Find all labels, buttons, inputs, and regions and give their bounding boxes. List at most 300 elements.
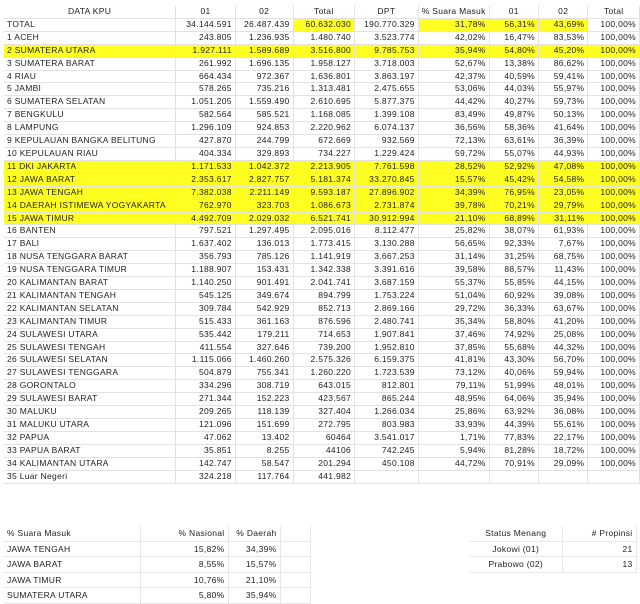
cell-v02[interactable]: 924.853 (235, 122, 293, 135)
cell-v02[interactable]: 2.827.757 (235, 173, 293, 186)
cell-dpt[interactable]: 2.731.874 (355, 199, 419, 212)
cell-ptotal[interactable]: 100,00% (588, 147, 640, 160)
cell-masuk[interactable]: 35,34% (418, 315, 489, 328)
header-02[interactable]: 02 (235, 6, 293, 18)
cell-v02[interactable]: 1.559.490 (235, 96, 293, 109)
cell-v01[interactable]: 545.125 (176, 289, 236, 302)
cell-v01[interactable]: 35.851 (176, 444, 236, 457)
cell-v02[interactable]: 1.042.372 (235, 160, 293, 173)
cell-dpt[interactable]: 33.270.845 (355, 173, 419, 186)
cell-masuk[interactable]: 72,13% (418, 135, 489, 148)
cell-p02[interactable]: 59,94% (539, 367, 588, 380)
cell-v01[interactable]: 515.433 (176, 315, 236, 328)
cell-ptotal[interactable]: 100,00% (588, 212, 640, 225)
cell-ptotal[interactable]: 100,00% (588, 406, 640, 419)
cell-total[interactable]: 441.982 (293, 470, 355, 483)
cell-ptotal[interactable]: 100,00% (588, 173, 640, 186)
cell-masuk[interactable]: 37,46% (418, 328, 489, 341)
cell-v02[interactable]: 1.460.260 (235, 354, 293, 367)
cell-dpt[interactable] (355, 470, 419, 483)
header-p02[interactable]: 02 (539, 6, 588, 18)
cell-p01[interactable]: 92,33% (489, 238, 538, 251)
cell-p02[interactable]: 86,62% (539, 57, 588, 70)
cell-p01[interactable]: 63,92% (489, 406, 538, 419)
cell-masuk[interactable]: 59,72% (418, 147, 489, 160)
cell-p02[interactable]: 29,79% (539, 199, 588, 212)
cell-total[interactable]: 2.041.741 (293, 277, 355, 290)
cell-label[interactable]: 15 JAWA TIMUR (4, 212, 176, 225)
cell-p01[interactable]: 70,21% (489, 199, 538, 212)
cell-p01[interactable]: 40,59% (489, 70, 538, 83)
cell-dpt[interactable]: 3.687.159 (355, 277, 419, 290)
summary-cell-nasional[interactable]: 8,55% (140, 557, 228, 573)
cell-v02[interactable]: 972.367 (235, 70, 293, 83)
status-header-count[interactable]: # Propinsi (562, 526, 636, 541)
cell-masuk[interactable]: 34,39% (418, 186, 489, 199)
cell-dpt[interactable]: 3.130.288 (355, 238, 419, 251)
status-cell-label[interactable]: Prabowo (02) (470, 557, 562, 573)
cell-v01[interactable]: 797.521 (176, 225, 236, 238)
cell-p01[interactable] (489, 470, 538, 483)
header-dpt[interactable]: DPT (355, 6, 419, 18)
cell-total[interactable]: 894.799 (293, 289, 355, 302)
summary-header-nasional[interactable]: % Nasional (140, 526, 228, 541)
cell-label[interactable]: 33 PAPUA BARAT (4, 444, 176, 457)
summary-header-daerah[interactable]: % Daerah (228, 526, 280, 541)
cell-p01[interactable]: 70,91% (489, 457, 538, 470)
cell-v02[interactable]: 2.029.032 (235, 212, 293, 225)
header-suara-masuk[interactable]: % Suara Masuk (418, 6, 489, 18)
cell-dpt[interactable]: 1.266.034 (355, 406, 419, 419)
summary-cell-label[interactable]: JAWA TENGAH (4, 541, 140, 557)
cell-p02[interactable]: 48,01% (539, 380, 588, 393)
cell-label[interactable]: 28 GORONTALO (4, 380, 176, 393)
cell-p02[interactable]: 56,70% (539, 354, 588, 367)
cell-label[interactable]: 27 SULAWESI TENGGARA (4, 367, 176, 380)
cell-total[interactable]: 852.713 (293, 302, 355, 315)
cell-ptotal[interactable]: 100,00% (588, 251, 640, 264)
cell-p01[interactable]: 81,28% (489, 444, 538, 457)
cell-label[interactable]: 26 SULAWESI SELATAN (4, 354, 176, 367)
cell-v02[interactable]: 349.674 (235, 289, 293, 302)
cell-label[interactable]: 19 NUSA TENGGARA TIMUR (4, 264, 176, 277)
cell-masuk[interactable]: 83,49% (418, 109, 489, 122)
cell-dpt[interactable]: 803.983 (355, 419, 419, 432)
cell-masuk[interactable]: 1,71% (418, 431, 489, 444)
cell-v01[interactable]: 1.051.205 (176, 96, 236, 109)
cell-p01[interactable]: 88,57% (489, 264, 538, 277)
cell-ptotal[interactable]: 100,00% (588, 328, 640, 341)
cell-total[interactable]: 2.095.016 (293, 225, 355, 238)
cell-masuk[interactable]: 41,81% (418, 354, 489, 367)
cell-ptotal[interactable]: 100,00% (588, 135, 640, 148)
cell-label[interactable]: 32 PAPUA (4, 431, 176, 444)
total-label[interactable]: TOTAL (4, 18, 176, 31)
cell-v02[interactable]: 1.589.689 (235, 44, 293, 57)
cell-ptotal[interactable]: 100,00% (588, 289, 640, 302)
cell-v02[interactable]: 1.297.495 (235, 225, 293, 238)
cell-ptotal[interactable]: 100,00% (588, 199, 640, 212)
cell-p01[interactable]: 74,92% (489, 328, 538, 341)
cell-total[interactable]: 1.342.338 (293, 264, 355, 277)
cell-p01[interactable]: 60,92% (489, 289, 538, 302)
cell-p02[interactable]: 36,39% (539, 135, 588, 148)
cell-v01[interactable]: 4.492.709 (176, 212, 236, 225)
cell-masuk[interactable]: 53,06% (418, 83, 489, 96)
cell-dpt[interactable]: 3.541.017 (355, 431, 419, 444)
cell-p01[interactable]: 45,42% (489, 173, 538, 186)
cell-v02[interactable]: 151.699 (235, 419, 293, 432)
cell-dpt[interactable]: 2.869.166 (355, 302, 419, 315)
cell-dpt[interactable]: 5.877.375 (355, 96, 419, 109)
summary-cell-label[interactable]: JAWA TIMUR (4, 572, 140, 588)
cell-dpt[interactable]: 27.896.902 (355, 186, 419, 199)
status-cell-label[interactable]: Jokowi (01) (470, 541, 562, 557)
cell-label[interactable]: 14 DAERAH ISTIMEWA YOGYAKARTA (4, 199, 176, 212)
cell-total[interactable]: 1.773.415 (293, 238, 355, 251)
cell-v01[interactable]: 142.747 (176, 457, 236, 470)
cell-p02[interactable]: 22,17% (539, 431, 588, 444)
cell-masuk[interactable]: 29,72% (418, 302, 489, 315)
cell-p02[interactable]: 55,61% (539, 419, 588, 432)
cell-p01[interactable]: 36,33% (489, 302, 538, 315)
cell-v02[interactable]: 327.646 (235, 341, 293, 354)
cell-label[interactable]: 22 KALIMANTAN SELATAN (4, 302, 176, 315)
cell-ptotal[interactable]: 100,00% (588, 302, 640, 315)
cell-dpt[interactable]: 3.391.616 (355, 264, 419, 277)
cell-masuk[interactable]: 79,11% (418, 380, 489, 393)
summary-cell-daerah[interactable]: 21,10% (228, 572, 280, 588)
cell-masuk[interactable]: 5,94% (418, 444, 489, 457)
cell-ptotal[interactable]: 100,00% (588, 96, 640, 109)
cell-p01[interactable]: 44,39% (489, 419, 538, 432)
cell-label[interactable]: 20 KALIMANTAN BARAT (4, 277, 176, 290)
cell-v01[interactable]: 411.554 (176, 341, 236, 354)
cell-p01[interactable]: 40,06% (489, 367, 538, 380)
cell-total[interactable]: 327.404 (293, 406, 355, 419)
cell-total[interactable]: 672.669 (293, 135, 355, 148)
cell-masuk[interactable]: 33,93% (418, 419, 489, 432)
cell-label[interactable]: 2 SUMATERA UTARA (4, 44, 176, 57)
cell-total[interactable]: 6.521.741 (293, 212, 355, 225)
cell-p01[interactable]: 55,07% (489, 147, 538, 160)
cell-p02[interactable]: 50,13% (539, 109, 588, 122)
cell-ptotal[interactable]: 100,00% (588, 341, 640, 354)
total-dpt[interactable]: 190.770.329 (355, 18, 419, 31)
cell-v01[interactable]: 404.334 (176, 147, 236, 160)
summary-cell-nasional[interactable]: 10,76% (140, 572, 228, 588)
cell-masuk[interactable]: 44,72% (418, 457, 489, 470)
cell-total[interactable]: 3.516.800 (293, 44, 355, 57)
cell-dpt[interactable]: 742.245 (355, 444, 419, 457)
cell-ptotal[interactable]: 100,00% (588, 186, 640, 199)
cell-total[interactable]: 2.220.962 (293, 122, 355, 135)
cell-dpt[interactable]: 865.244 (355, 393, 419, 406)
cell-ptotal[interactable]: 100,00% (588, 380, 640, 393)
cell-p02[interactable]: 44,15% (539, 277, 588, 290)
header-data-kpu[interactable]: DATA KPU (4, 6, 176, 18)
cell-v01[interactable]: 334.296 (176, 380, 236, 393)
cell-ptotal[interactable]: 100,00% (588, 457, 640, 470)
cell-p01[interactable]: 55,85% (489, 277, 538, 290)
cell-label[interactable]: 35 Luar Negeri (4, 470, 176, 483)
header-ptotal[interactable]: Total (588, 6, 640, 18)
cell-p02[interactable]: 29,09% (539, 457, 588, 470)
cell-dpt[interactable]: 1.952.810 (355, 341, 419, 354)
cell-label[interactable]: 17 BALI (4, 238, 176, 251)
cell-v02[interactable]: 13.402 (235, 431, 293, 444)
cell-label[interactable]: 16 BANTEN (4, 225, 176, 238)
cell-p01[interactable]: 63,61% (489, 135, 538, 148)
cell-v01[interactable]: 356.793 (176, 251, 236, 264)
cell-p02[interactable]: 39,08% (539, 289, 588, 302)
cell-ptotal[interactable]: 100,00% (588, 354, 640, 367)
cell-label[interactable]: 4 RIAU (4, 70, 176, 83)
cell-v01[interactable]: 504.879 (176, 367, 236, 380)
cell-dpt[interactable]: 3.718.003 (355, 57, 419, 70)
cell-v02[interactable]: 1.236.935 (235, 31, 293, 44)
cell-dpt[interactable]: 450.108 (355, 457, 419, 470)
cell-label[interactable]: 6 SUMATERA SELATAN (4, 96, 176, 109)
cell-v02[interactable]: 901.491 (235, 277, 293, 290)
cell-total[interactable]: 272.795 (293, 419, 355, 432)
cell-ptotal[interactable]: 100,00% (588, 393, 640, 406)
cell-v01[interactable]: 1.140.250 (176, 277, 236, 290)
cell-p01[interactable]: 38,07% (489, 225, 538, 238)
summary-cell-daerah[interactable]: 34,39% (228, 541, 280, 557)
summary-header-label[interactable]: % Suara Masuk (4, 526, 140, 541)
total-p01[interactable]: 56,31% (489, 18, 538, 31)
cell-v01[interactable]: 664.434 (176, 70, 236, 83)
cell-p02[interactable]: 59,41% (539, 70, 588, 83)
cell-p02[interactable]: 23,05% (539, 186, 588, 199)
cell-v01[interactable]: 578.265 (176, 83, 236, 96)
cell-dpt[interactable]: 9.785.753 (355, 44, 419, 57)
cell-p01[interactable]: 58,36% (489, 122, 538, 135)
cell-masuk[interactable]: 73,12% (418, 367, 489, 380)
cell-p01[interactable]: 49,87% (489, 109, 538, 122)
cell-p02[interactable]: 18,72% (539, 444, 588, 457)
cell-v02[interactable]: 2.211.149 (235, 186, 293, 199)
cell-label[interactable]: 13 JAWA TENGAH (4, 186, 176, 199)
cell-p02[interactable]: 68,75% (539, 251, 588, 264)
cell-label[interactable]: 23 KALIMANTAN TIMUR (4, 315, 176, 328)
cell-total[interactable]: 1.636.801 (293, 70, 355, 83)
cell-v01[interactable]: 1.927.111 (176, 44, 236, 57)
cell-label[interactable]: 1 ACEH (4, 31, 176, 44)
cell-dpt[interactable]: 1.399.108 (355, 109, 419, 122)
cell-p01[interactable]: 68,89% (489, 212, 538, 225)
cell-p01[interactable]: 77,83% (489, 431, 538, 444)
cell-masuk[interactable]: 28,52% (418, 160, 489, 173)
cell-v01[interactable]: 309.784 (176, 302, 236, 315)
cell-p02[interactable]: 47,08% (539, 160, 588, 173)
cell-dpt[interactable]: 2.475.655 (355, 83, 419, 96)
cell-v02[interactable]: 244.799 (235, 135, 293, 148)
cell-total[interactable]: 1.480.740 (293, 31, 355, 44)
cell-p02[interactable]: 83,53% (539, 31, 588, 44)
cell-dpt[interactable]: 3.863.197 (355, 70, 419, 83)
cell-p01[interactable]: 76,95% (489, 186, 538, 199)
cell-total[interactable]: 1.958.127 (293, 57, 355, 70)
summary-cell-daerah[interactable]: 15,57% (228, 557, 280, 573)
cell-v01[interactable]: 271.344 (176, 393, 236, 406)
cell-v02[interactable]: 153.431 (235, 264, 293, 277)
cell-v01[interactable]: 209.265 (176, 406, 236, 419)
total-p02[interactable]: 43,69% (539, 18, 588, 31)
cell-ptotal[interactable]: 100,00% (588, 109, 640, 122)
cell-label[interactable]: 24 SULAWESI UTARA (4, 328, 176, 341)
cell-v02[interactable]: 323.703 (235, 199, 293, 212)
cell-dpt[interactable]: 30.912.994 (355, 212, 419, 225)
cell-ptotal[interactable]: 100,00% (588, 31, 640, 44)
cell-ptotal[interactable]: 100,00% (588, 44, 640, 57)
cell-masuk[interactable]: 15,57% (418, 173, 489, 186)
cell-dpt[interactable]: 932.569 (355, 135, 419, 148)
cell-label[interactable]: 7 BENGKULU (4, 109, 176, 122)
cell-total[interactable]: 423.567 (293, 393, 355, 406)
cell-v02[interactable]: 8.255 (235, 444, 293, 457)
status-cell-count[interactable]: 13 (562, 557, 636, 573)
status-cell-count[interactable]: 21 (562, 541, 636, 557)
header-01[interactable]: 01 (176, 6, 236, 18)
cell-p01[interactable]: 52,92% (489, 160, 538, 173)
cell-masuk[interactable]: 44,42% (418, 96, 489, 109)
cell-dpt[interactable]: 1.723.539 (355, 367, 419, 380)
cell-p02[interactable]: 44,32% (539, 341, 588, 354)
cell-p01[interactable]: 54,80% (489, 44, 538, 57)
header-p01[interactable]: 01 (489, 6, 538, 18)
cell-total[interactable]: 1.168.085 (293, 109, 355, 122)
cell-p02[interactable]: 55,97% (539, 83, 588, 96)
cell-v01[interactable]: 1.115.066 (176, 354, 236, 367)
cell-ptotal[interactable]: 100,00% (588, 264, 640, 277)
cell-ptotal[interactable]: 100,00% (588, 225, 640, 238)
header-total[interactable]: Total (293, 6, 355, 18)
cell-ptotal[interactable]: 100,00% (588, 315, 640, 328)
cell-p01[interactable]: 43,30% (489, 354, 538, 367)
cell-p01[interactable]: 64,06% (489, 393, 538, 406)
cell-v01[interactable]: 7.382.038 (176, 186, 236, 199)
cell-v01[interactable]: 121.096 (176, 419, 236, 432)
cell-total[interactable]: 876.596 (293, 315, 355, 328)
cell-v02[interactable]: 118.139 (235, 406, 293, 419)
cell-v01[interactable]: 582.564 (176, 109, 236, 122)
cell-v01[interactable]: 2.353.617 (176, 173, 236, 186)
cell-masuk[interactable]: 25,82% (418, 225, 489, 238)
cell-label[interactable]: 25 SULAWESI TENGAH (4, 341, 176, 354)
status-header-label[interactable]: Status Menang (470, 526, 562, 541)
cell-dpt[interactable]: 1.229.424 (355, 147, 419, 160)
cell-dpt[interactable]: 3.523.774 (355, 31, 419, 44)
cell-total[interactable]: 1.313.481 (293, 83, 355, 96)
cell-label[interactable]: 21 KALIMANTAN TENGAH (4, 289, 176, 302)
cell-p01[interactable]: 58,80% (489, 315, 538, 328)
cell-label[interactable]: 5 JAMBI (4, 83, 176, 96)
cell-total[interactable]: 5.181.374 (293, 173, 355, 186)
cell-p01[interactable]: 31,25% (489, 251, 538, 264)
cell-v01[interactable]: 1.637.402 (176, 238, 236, 251)
cell-masuk[interactable]: 39,58% (418, 264, 489, 277)
cell-ptotal[interactable]: 100,00% (588, 83, 640, 96)
cell-ptotal[interactable]: 100,00% (588, 57, 640, 70)
cell-v01[interactable]: 1.296.109 (176, 122, 236, 135)
cell-ptotal[interactable]: 100,00% (588, 122, 640, 135)
cell-label[interactable]: 3 SUMATERA BARAT (4, 57, 176, 70)
cell-label[interactable]: 31 MALUKU UTARA (4, 419, 176, 432)
cell-p02[interactable]: 36,08% (539, 406, 588, 419)
cell-total[interactable]: 2.610.695 (293, 96, 355, 109)
cell-masuk[interactable]: 55,37% (418, 277, 489, 290)
cell-total[interactable]: 1.260.220 (293, 367, 355, 380)
cell-v02[interactable]: 136.013 (235, 238, 293, 251)
cell-p02[interactable]: 54,58% (539, 173, 588, 186)
cell-p02[interactable]: 41,20% (539, 315, 588, 328)
cell-masuk[interactable]: 52,67% (418, 57, 489, 70)
cell-v02[interactable]: 117.764 (235, 470, 293, 483)
cell-masuk[interactable]: 35,94% (418, 44, 489, 57)
cell-masuk[interactable]: 31,14% (418, 251, 489, 264)
total-total[interactable]: 60.632.030 (293, 18, 355, 31)
cell-dpt[interactable]: 1.753.224 (355, 289, 419, 302)
cell-label[interactable]: 34 KALIMANTAN UTARA (4, 457, 176, 470)
cell-v02[interactable]: 785.126 (235, 251, 293, 264)
cell-masuk[interactable] (418, 470, 489, 483)
cell-v02[interactable]: 735.216 (235, 83, 293, 96)
cell-dpt[interactable]: 3.667.253 (355, 251, 419, 264)
cell-v01[interactable]: 1.171.533 (176, 160, 236, 173)
cell-total[interactable]: 60464 (293, 431, 355, 444)
cell-v02[interactable]: 152.223 (235, 393, 293, 406)
cell-v02[interactable]: 329.893 (235, 147, 293, 160)
cell-p02[interactable]: 35,94% (539, 393, 588, 406)
cell-v01[interactable]: 1.188.907 (176, 264, 236, 277)
cell-p02[interactable]: 11,43% (539, 264, 588, 277)
cell-masuk[interactable]: 42,02% (418, 31, 489, 44)
summary-empty-cell[interactable] (280, 572, 310, 588)
cell-p01[interactable]: 44,03% (489, 83, 538, 96)
cell-v02[interactable]: 179.211 (235, 328, 293, 341)
cell-p01[interactable]: 51,99% (489, 380, 538, 393)
cell-ptotal[interactable]: 100,00% (588, 160, 640, 173)
cell-total[interactable]: 734.227 (293, 147, 355, 160)
cell-total[interactable]: 1.141.919 (293, 251, 355, 264)
cell-total[interactable]: 9.593.187 (293, 186, 355, 199)
cell-dpt[interactable]: 1.907.841 (355, 328, 419, 341)
summary-empty-cell[interactable] (280, 541, 310, 557)
cell-p02[interactable]: 45,20% (539, 44, 588, 57)
cell-p02[interactable]: 63,67% (539, 302, 588, 315)
cell-label[interactable]: 10 KEPULAUAN RIAU (4, 147, 176, 160)
cell-masuk[interactable]: 56,65% (418, 238, 489, 251)
summary-cell-nasional[interactable]: 5,80% (140, 588, 228, 604)
cell-v02[interactable]: 361.163 (235, 315, 293, 328)
cell-ptotal[interactable]: 100,00% (588, 277, 640, 290)
total-ptotal[interactable]: 100,00% (588, 18, 640, 31)
total-masuk[interactable]: 31,78% (418, 18, 489, 31)
cell-v02[interactable]: 1.696.135 (235, 57, 293, 70)
cell-masuk[interactable]: 21,10% (418, 212, 489, 225)
cell-total[interactable]: 1.086.673 (293, 199, 355, 212)
cell-p02[interactable]: 44,93% (539, 147, 588, 160)
cell-label[interactable]: 11 DKI JAKARTA (4, 160, 176, 173)
summary-cell-label[interactable]: SUMATERA UTARA (4, 588, 140, 604)
cell-label[interactable]: 8 LAMPUNG (4, 122, 176, 135)
cell-total[interactable]: 44106 (293, 444, 355, 457)
cell-dpt[interactable]: 2.480.741 (355, 315, 419, 328)
cell-label[interactable]: 9 KEPULAUAN BANGKA BELITUNG (4, 135, 176, 148)
cell-p01[interactable]: 13,38% (489, 57, 538, 70)
